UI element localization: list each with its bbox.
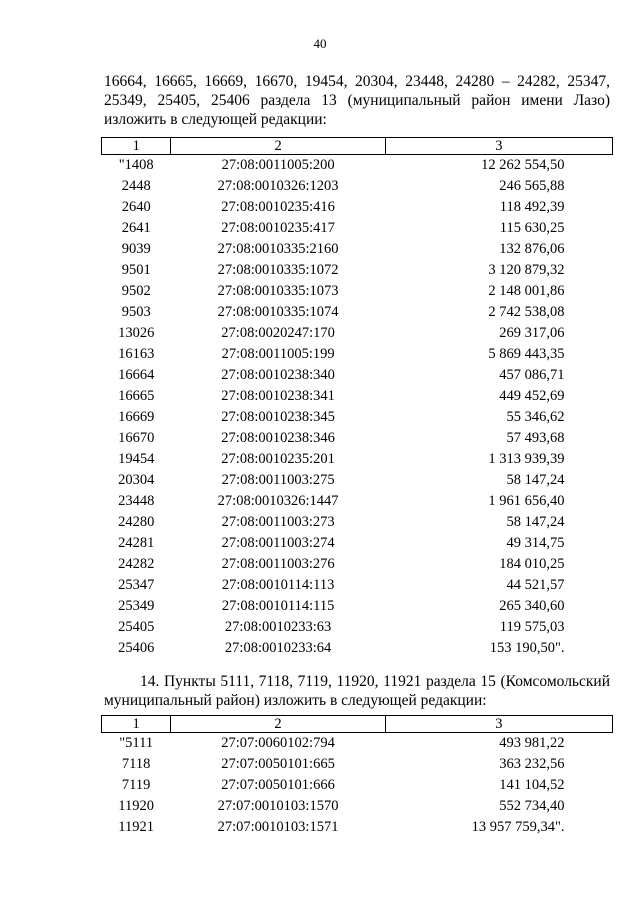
cell-cadastral-number: 27:07:0010103:1571 <box>217 819 339 835</box>
cell-item-number: 2448 <box>121 178 151 194</box>
cell-cadastral-number: 27:08:0010238:340 <box>221 367 335 383</box>
cell-item-number: 25405 <box>118 619 155 635</box>
cell-cadastral-number: 27:08:0011005:199 <box>221 346 335 362</box>
cell-cadastral-number: 27:08:0010326:1203 <box>217 178 339 194</box>
table-row <box>102 575 613 596</box>
cell-cadastral-number: 27:08:0010238:341 <box>221 388 335 404</box>
cell-item-number: "5111 <box>119 735 154 751</box>
table-row <box>102 239 613 260</box>
table-row <box>102 554 613 575</box>
cell-item-number: 24282 <box>118 556 155 572</box>
cell-value: 119 575,03 <box>499 619 565 635</box>
table-row <box>102 197 613 218</box>
cell-cadastral-number: 27:08:0010235:416 <box>221 199 335 215</box>
cell-value: 57 493,68 <box>506 430 565 446</box>
cell-value: 269 317,06 <box>499 325 565 341</box>
cell-item-number: 16669 <box>118 409 155 425</box>
cell-cadastral-number: 27:08:0010335:1073 <box>217 283 339 299</box>
cell-cadastral-number: 27:08:0020247:170 <box>221 325 335 341</box>
table-header-row <box>102 716 613 733</box>
paragraph-item-14 <box>104 672 610 710</box>
cell-value: 141 104,52 <box>499 777 565 793</box>
table-row <box>102 428 613 449</box>
table-body <box>102 155 613 660</box>
cell-value: 246 565,88 <box>499 178 565 194</box>
cell-item-number: 23448 <box>118 493 155 509</box>
cell-item-number: 25347 <box>118 577 155 593</box>
cell-value: 265 340,60 <box>499 598 565 614</box>
table-row <box>102 281 613 302</box>
table-row <box>102 176 613 197</box>
cell-item-number: "1408 <box>118 157 154 173</box>
cell-item-number: 11921 <box>118 819 155 835</box>
table-row <box>102 155 613 177</box>
table-row <box>102 302 613 323</box>
table-row <box>102 754 613 775</box>
cell-item-number: 2641 <box>121 220 151 236</box>
paragraph-item-14-text: 14. Пункты 5111, 7118, 7119, 11920, 11921 раздела 15 (Комсомольский муниципальный район) изложить в следующей редакции: <box>104 673 610 709</box>
table-row <box>102 512 613 533</box>
table-body <box>102 733 613 839</box>
cell-cadastral-number: 27:08:0010335:1074 <box>217 304 339 320</box>
cell-value: 58 147,24 <box>506 514 565 530</box>
cell-value: 184 010,25 <box>499 556 565 572</box>
cell-value: 153 190,50". <box>489 640 565 656</box>
table-row <box>102 596 613 617</box>
cell-cadastral-number: 27:08:0010114:115 <box>221 598 335 614</box>
cell-item-number: 20304 <box>118 472 155 488</box>
cell-value: 58 147,24 <box>506 472 565 488</box>
table-row <box>102 775 613 796</box>
header-col-1: 1 <box>102 716 171 733</box>
cadastral-table-2 <box>101 715 613 838</box>
table-row <box>102 491 613 512</box>
cell-cadastral-number: 27:08:0010326:1447 <box>217 493 339 509</box>
table-row <box>102 323 613 344</box>
paragraph-intro: 16664, 16665, 16669, 16670, 19454, 20304, 23448, 24280 – 24282, 25347, 25349, 25405, 25406 раздела 13 (муниципальный район имени Лазо) изложить в следующей редакции: <box>104 73 610 128</box>
cell-item-number: 24281 <box>118 535 155 551</box>
cell-value: 1 313 939,39 <box>488 451 565 467</box>
table-row <box>102 365 613 386</box>
cell-value: 115 630,25 <box>499 220 565 236</box>
cell-value: 363 232,56 <box>499 756 565 772</box>
cell-cadastral-number: 27:08:0010233:63 <box>224 619 332 635</box>
cell-item-number: 16664 <box>118 367 155 383</box>
cell-item-number: 16665 <box>118 388 155 404</box>
cell-cadastral-number: 27:08:0010335:2160 <box>217 241 339 257</box>
table-row <box>102 449 613 470</box>
table-row <box>102 796 613 817</box>
cell-cadastral-number: 27:08:0010114:113 <box>221 577 335 593</box>
page-number: 40 <box>313 36 327 51</box>
cell-cadastral-number: 27:08:0011005:200 <box>221 157 335 173</box>
cell-value: 44 521,57 <box>506 577 565 593</box>
cell-cadastral-number: 27:08:0010235:201 <box>221 451 335 467</box>
cell-value: 13 957 759,34". <box>471 819 565 835</box>
cell-cadastral-number: 27:07:0050101:665 <box>221 756 335 772</box>
cell-cadastral-number: 27:07:0060102:794 <box>221 735 335 751</box>
cell-cadastral-number: 27:08:0010335:1072 <box>217 262 339 278</box>
cell-item-number: 9502 <box>121 283 151 299</box>
cell-value: 493 981,22 <box>499 735 565 751</box>
cell-item-number: 25406 <box>118 640 155 656</box>
cell-item-number: 16163 <box>118 346 155 362</box>
cell-value: 12 262 554,50 <box>481 157 565 173</box>
cell-value: 49 314,75 <box>506 535 565 551</box>
cell-item-number: 13026 <box>118 325 155 341</box>
cell-item-number: 2640 <box>121 199 151 215</box>
header-col-3: 3 <box>385 716 612 733</box>
table-row <box>102 260 613 281</box>
table-row <box>102 386 613 407</box>
table-row <box>102 817 613 838</box>
cell-cadastral-number: 27:08:0010238:345 <box>221 409 335 425</box>
cell-item-number: 24280 <box>118 514 155 530</box>
table-row <box>102 638 613 659</box>
cell-item-number: 11920 <box>118 798 155 814</box>
table-row <box>102 344 613 365</box>
cell-cadastral-number: 27:08:0011003:273 <box>221 514 335 530</box>
cell-value: 3 120 879,32 <box>488 262 565 278</box>
cell-value: 2 742 538,08 <box>488 304 565 320</box>
cell-item-number: 19454 <box>118 451 155 467</box>
cell-cadastral-number: 27:08:0010233:64 <box>224 640 332 656</box>
cell-value: 552 734,40 <box>499 798 565 814</box>
cell-item-number: 9501 <box>121 262 151 278</box>
cell-value: 132 876,06 <box>499 241 565 257</box>
cell-item-number: 7118 <box>121 756 151 772</box>
cell-cadastral-number: 27:07:0010103:1570 <box>217 798 339 814</box>
cell-item-number: 16670 <box>118 430 155 446</box>
cell-cadastral-number: 27:07:0050101:666 <box>221 777 335 793</box>
cell-value: 449 452,69 <box>499 388 565 404</box>
cell-item-number: 9039 <box>121 241 151 257</box>
cell-value: 55 346,62 <box>506 409 565 425</box>
cell-item-number: 9503 <box>121 304 151 320</box>
cell-value: 1 961 656,40 <box>488 493 565 509</box>
cadastral-table-1 <box>101 137 613 659</box>
cell-cadastral-number: 27:08:0011003:274 <box>221 535 335 551</box>
cell-cadastral-number: 27:08:0010238:346 <box>221 430 335 446</box>
cell-cadastral-number: 27:08:0010235:417 <box>221 220 335 236</box>
cell-value: 457 086,71 <box>499 367 565 383</box>
table-header-row <box>102 138 613 155</box>
header-col-2: 2 <box>171 716 385 733</box>
header-col-3: 3 <box>385 138 612 155</box>
cell-value: 5 869 443,35 <box>488 346 565 362</box>
cell-item-number: 7119 <box>121 777 151 793</box>
header-col-2: 2 <box>171 138 385 155</box>
cell-value: 118 492,39 <box>499 199 565 215</box>
table-row <box>102 617 613 638</box>
table-row <box>102 533 613 554</box>
table-row <box>102 218 613 239</box>
cell-cadastral-number: 27:08:0011003:276 <box>221 556 335 572</box>
table-row <box>102 733 613 755</box>
header-col-1: 1 <box>102 138 171 155</box>
cell-value: 2 148 001,86 <box>488 283 565 299</box>
table-row <box>102 470 613 491</box>
table-row <box>102 407 613 428</box>
cell-cadastral-number: 27:08:0011003:275 <box>221 472 335 488</box>
cell-item-number: 25349 <box>118 598 155 614</box>
